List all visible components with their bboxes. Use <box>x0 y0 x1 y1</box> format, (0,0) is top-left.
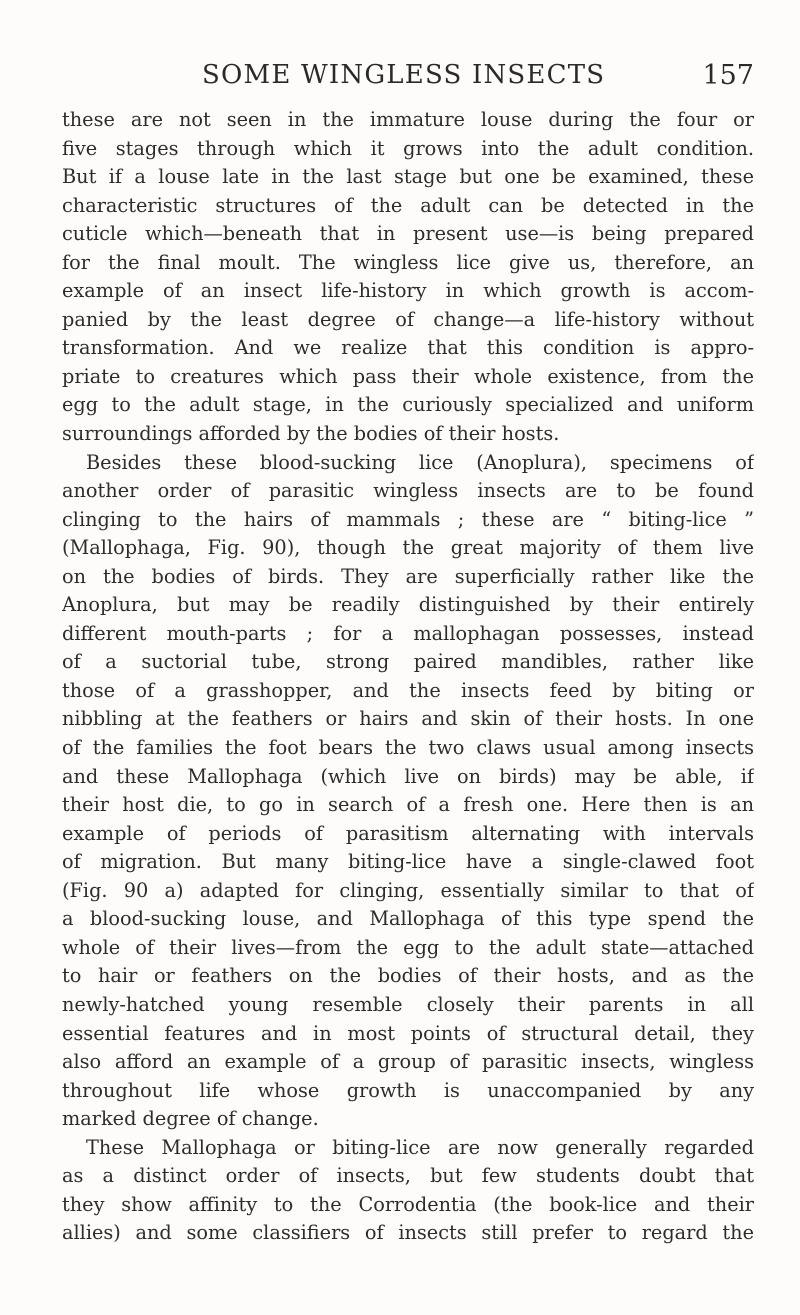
text-line: as a distinct order of insects, but few students doubt that <box>62 1164 754 1188</box>
text-line: on the bodies of birds. They are superficially rather like the <box>62 564 754 588</box>
text-line: throughout life whose growth is unaccompanied by any <box>62 1078 754 1102</box>
text-line: Besides these blood-sucking lice (Anoplura), specimens of <box>86 450 754 474</box>
text-line: another order of parasitic wingless insects are to be found <box>62 479 754 503</box>
text-line: (Mallophaga, Fig. 90), though the great majority of them live <box>62 536 754 560</box>
text-line: and these Mallophaga (which live on birds) may be able, if <box>62 764 754 788</box>
text-line: of migration. But many biting-lice have a single-clawed foot <box>62 850 754 874</box>
text-line: example of periods of parasitism alternating with intervals <box>62 821 754 845</box>
text-line: example of an insect life-history in which growth is accom- <box>62 279 754 303</box>
text-line: priate to creatures which pass their whole existence, from the <box>62 364 754 388</box>
text-line: for the final moult. The wingless lice give us, therefore, an <box>62 250 754 274</box>
body-text <box>62 106 754 1248</box>
text-line: they show affinity to the Corrodentia (the book-lice and their <box>62 1192 754 1216</box>
page-header <box>62 60 754 94</box>
text-line: of a suctorial tube, strong paired mandibles, rather like <box>62 650 754 674</box>
text-line: five stages through which it grows into the adult condition. <box>62 136 754 160</box>
text-line: clinging to the hairs of mammals ; these are “ biting-lice ” <box>62 507 754 531</box>
text-line: essential features and in most points of structural detail, they <box>62 1021 754 1045</box>
text-line: These Mallophaga or biting-lice are now generally regarded <box>86 1135 754 1159</box>
text-line: Anoplura, but may be readily distinguished by their entirely <box>62 593 754 617</box>
text-line: surroundings afforded by the bodies of their hosts. <box>62 422 560 446</box>
text-line: allies) and some classifiers of insects still prefer to regard the <box>62 1221 754 1245</box>
running-head: SOME WINGLESS INSECTS <box>202 60 606 90</box>
text-line: (Fig. 90 a) adapted for clinging, essentially similar to that of <box>62 878 754 902</box>
text-line: those of a grasshopper, and the insects feed by biting or <box>62 678 754 702</box>
text-line: nibbling at the feathers or hairs and skin of their hosts. In one <box>62 707 754 731</box>
text-line: to hair or feathers on the bodies of their hosts, and as the <box>62 964 754 988</box>
text-line: cuticle which—beneath that in present use—is being prepared <box>62 222 754 246</box>
text-line: of the families the foot bears the two claws usual among insects <box>62 736 754 760</box>
text-line: transformation. And we realize that this condition is appro- <box>62 336 754 360</box>
text-line: egg to the adult stage, in the curiously specialized and uniform <box>62 393 754 417</box>
text-line: newly-hatched young resemble closely their parents in all <box>62 992 754 1016</box>
text-line: whole of their lives—from the egg to the adult state—attached <box>62 935 754 959</box>
text-line: different mouth-parts ; for a mallophagan possesses, instead <box>62 621 754 645</box>
page-number: 157 <box>702 60 754 91</box>
text-line: panied by the least degree of change—a life-history without <box>62 307 754 331</box>
text-line: also afford an example of a group of parasitic insects, wingless <box>62 1050 754 1074</box>
text-line: a blood-sucking louse, and Mallophaga of this type spend the <box>62 907 754 931</box>
text-line: But if a louse late in the last stage but one be examined, these <box>62 165 754 189</box>
text-line: characteristic structures of the adult can be detected in the <box>62 193 754 217</box>
text-line: their host die, to go in search of a fresh one. Here then is an <box>62 793 754 817</box>
text-line: these are not seen in the immature louse during the four or <box>62 108 754 131</box>
text-line: marked degree of change. <box>62 1107 319 1131</box>
